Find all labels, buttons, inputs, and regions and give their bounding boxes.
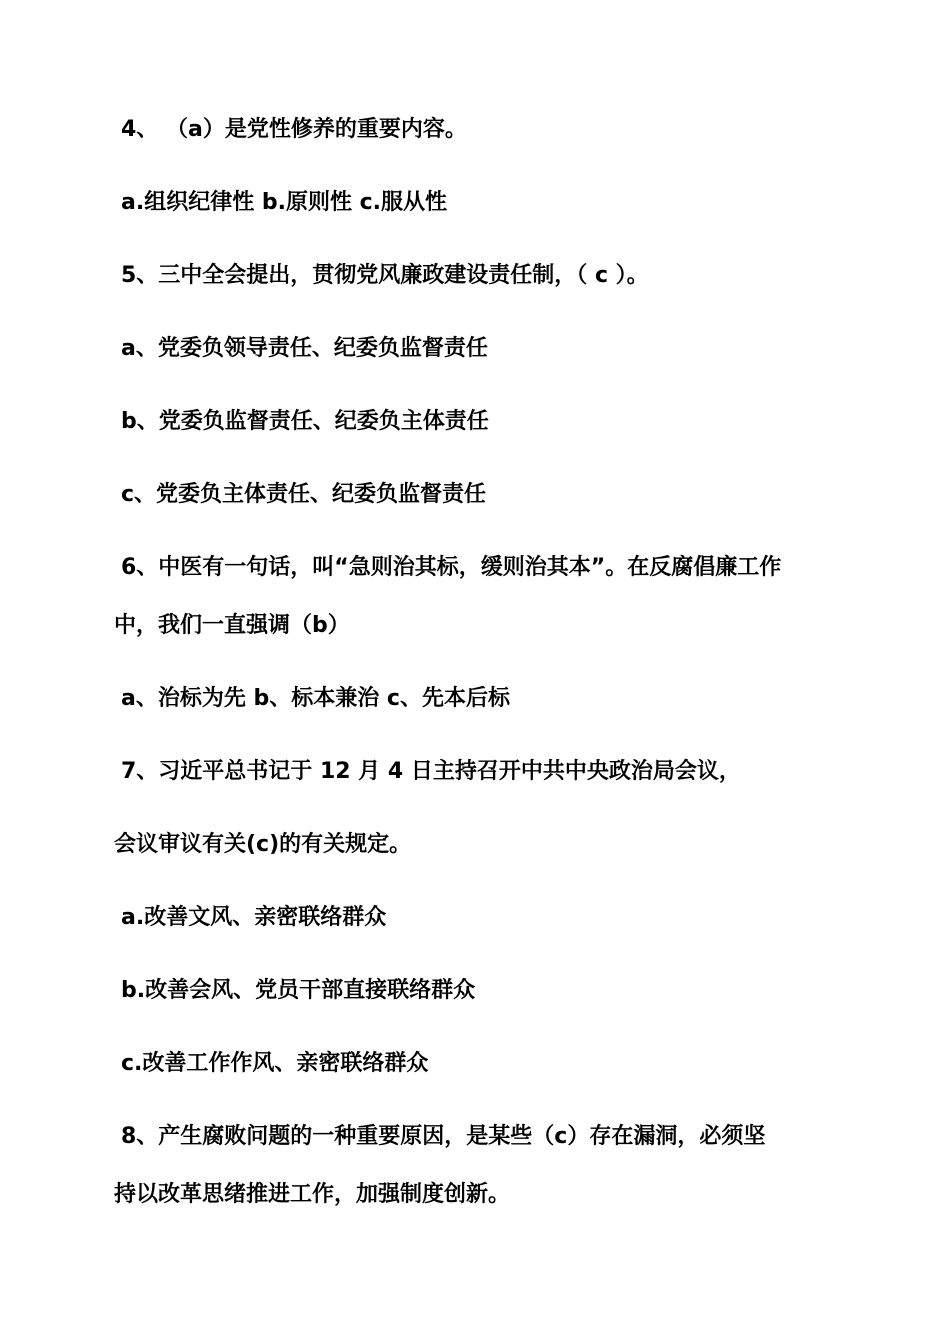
question-7-stem-line-2: 会议审议有关(c)的有关规定。	[114, 832, 412, 857]
question-7-stem-line-1: 7、习近平总书记于 12 月 4 日主持召开中共中央政治局会议，	[121, 759, 741, 784]
question-5-stem: 5、三中全会提出，贯彻党风廉政建设责任制，（ c ）。	[121, 263, 649, 288]
question-7-option-c: c.改善工作作风、亲密联络群众	[121, 1051, 429, 1076]
question-7-option-a: a.改善文风、亲密联络群众	[121, 905, 387, 930]
question-8-stem-line-2: 持以改革思绪推进工作，加强制度创新。	[114, 1182, 511, 1207]
question-5-option-c: c、党委负主体责任、纪委负监督责任	[121, 482, 487, 507]
question-7-option-b: b.改善会风、党员干部直接联络群众	[121, 978, 476, 1003]
question-6-stem-line-1: 6、中医有一句话，叫“急则治其标，缓则治其本”。在反腐倡廉工作	[121, 555, 782, 580]
question-6-options: a、治标为先 b、标本兼治 c、先本后标	[121, 686, 510, 711]
question-6-stem-line-2: 中，我们一直强调（b）	[114, 613, 350, 638]
question-5-option-b: b、党委负监督责任、纪委负主体责任	[121, 409, 489, 434]
question-4-stem: 4、 （a）是党性修养的重要内容。	[121, 117, 467, 142]
question-5-option-a: a、党委负领导责任、纪委负监督责任	[121, 336, 488, 361]
question-4-options: a.组织纪律性 b.原则性 c.服从性	[121, 190, 448, 215]
question-8-stem-line-1: 8、产生腐败问题的一种重要原因，是某些（c）存在漏洞，必须坚	[121, 1124, 766, 1149]
